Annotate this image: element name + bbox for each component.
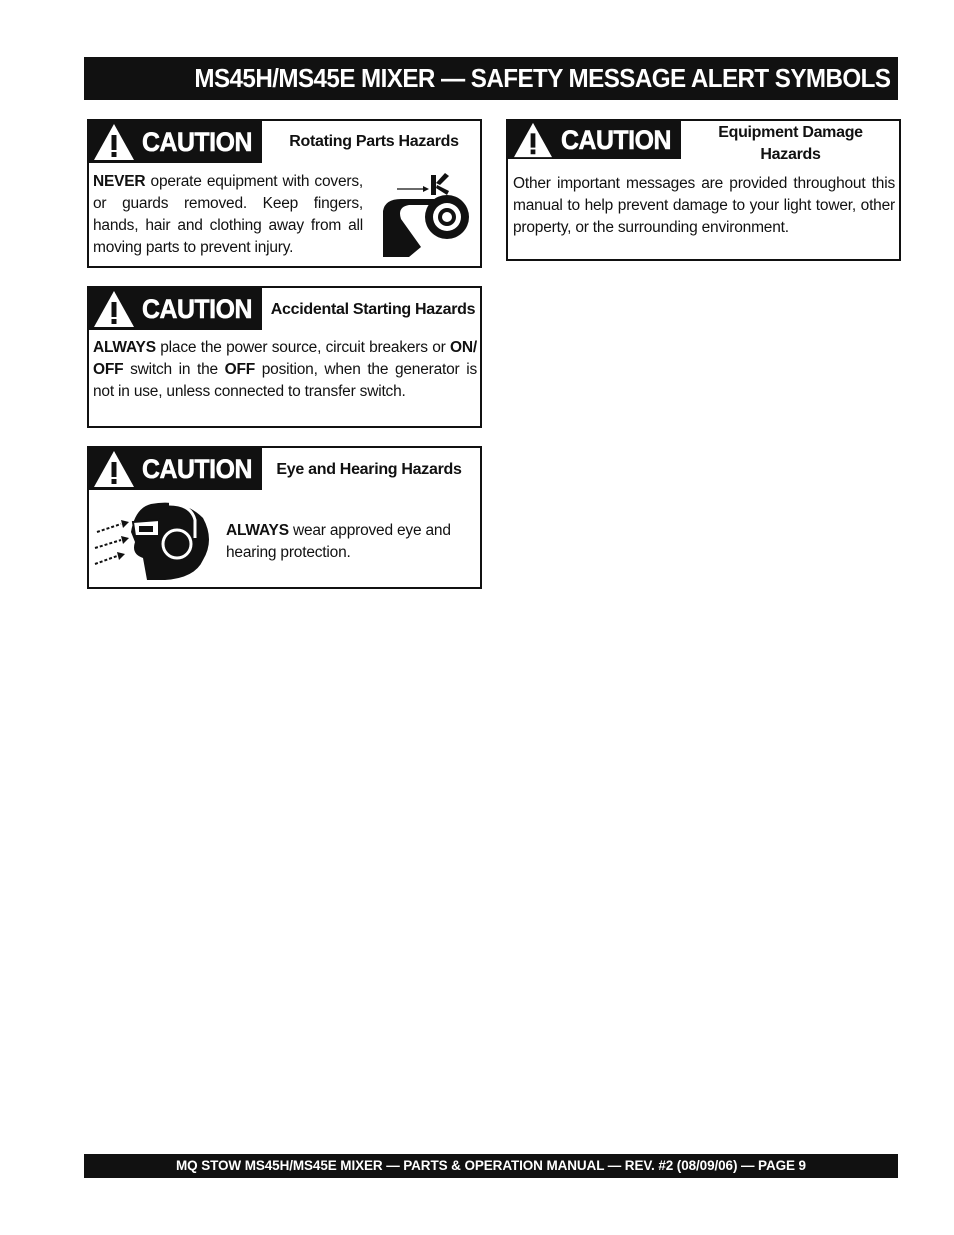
message-bold-lead: ALWAYS (93, 339, 156, 356)
caution-label: CAUTION (561, 124, 671, 155)
message-bold-off: OFF (224, 361, 256, 378)
hazard-title: Equipment Damage Hazards (718, 124, 863, 163)
header-bar (84, 57, 898, 100)
hazard-message (93, 171, 363, 259)
page-title: MS45H/MS45E MIXER — SAFETY MESSAGE ALERT SYMBOLS (193, 63, 890, 93)
warning-triangle-icon (92, 122, 136, 162)
caution-banner (89, 448, 262, 490)
caution-box-equipment-damage (506, 119, 901, 261)
footer-bar (84, 1154, 898, 1178)
caution-label: CAUTION (142, 453, 252, 484)
caution-box-eye-hearing (87, 446, 482, 589)
warning-triangle-icon (92, 289, 136, 329)
caution-label: CAUTION (142, 126, 252, 157)
caution-banner (508, 121, 681, 159)
hazard-message: Other important messages are provided throughout this manual to help prevent damage to your light tower, other property, or the surrounding environment. (513, 175, 895, 236)
hazard-title: Rotating Parts Hazards (289, 133, 459, 150)
hazard-title: Eye and Hearing Hazards (276, 461, 462, 478)
message-text: place the power source, circuit breakers or (155, 339, 451, 356)
hazard-title: Accidental Starting Hazards (270, 301, 476, 318)
eye-hearing-protection-icon (91, 498, 216, 583)
message-bold-onoff: ON/ OFF (93, 339, 477, 378)
caution-banner (89, 121, 262, 163)
caution-box-rotating-parts (87, 119, 482, 268)
message-bold-lead: ALWAYS (226, 522, 289, 539)
message-text: position, when the generator is not in use, unless connected to transfer switch. (93, 361, 477, 400)
hazard-message (226, 520, 466, 564)
hazard-message (93, 337, 477, 403)
warning-triangle-icon (92, 449, 136, 489)
message-bold-lead: NEVER (93, 173, 146, 190)
caution-banner (89, 288, 262, 330)
message-text: operate equipment with covers, or guards removed. Keep fingers, hands, hair and clothing away from all moving parts to prevent injury. (93, 173, 363, 256)
message-text: switch in the (123, 361, 225, 378)
message-text: wear approved eye and hearing protection. (226, 522, 451, 561)
rotating-parts-icon (379, 169, 474, 261)
caution-box-accidental-starting (87, 286, 482, 428)
caution-label: CAUTION (142, 293, 252, 324)
footer-text: MQ STOW MS45H/MS45E MIXER — PARTS & OPERATION MANUAL — REV. #2 (08/09/06) — PAGE 9 (176, 1158, 806, 1173)
warning-triangle-icon (511, 121, 555, 159)
